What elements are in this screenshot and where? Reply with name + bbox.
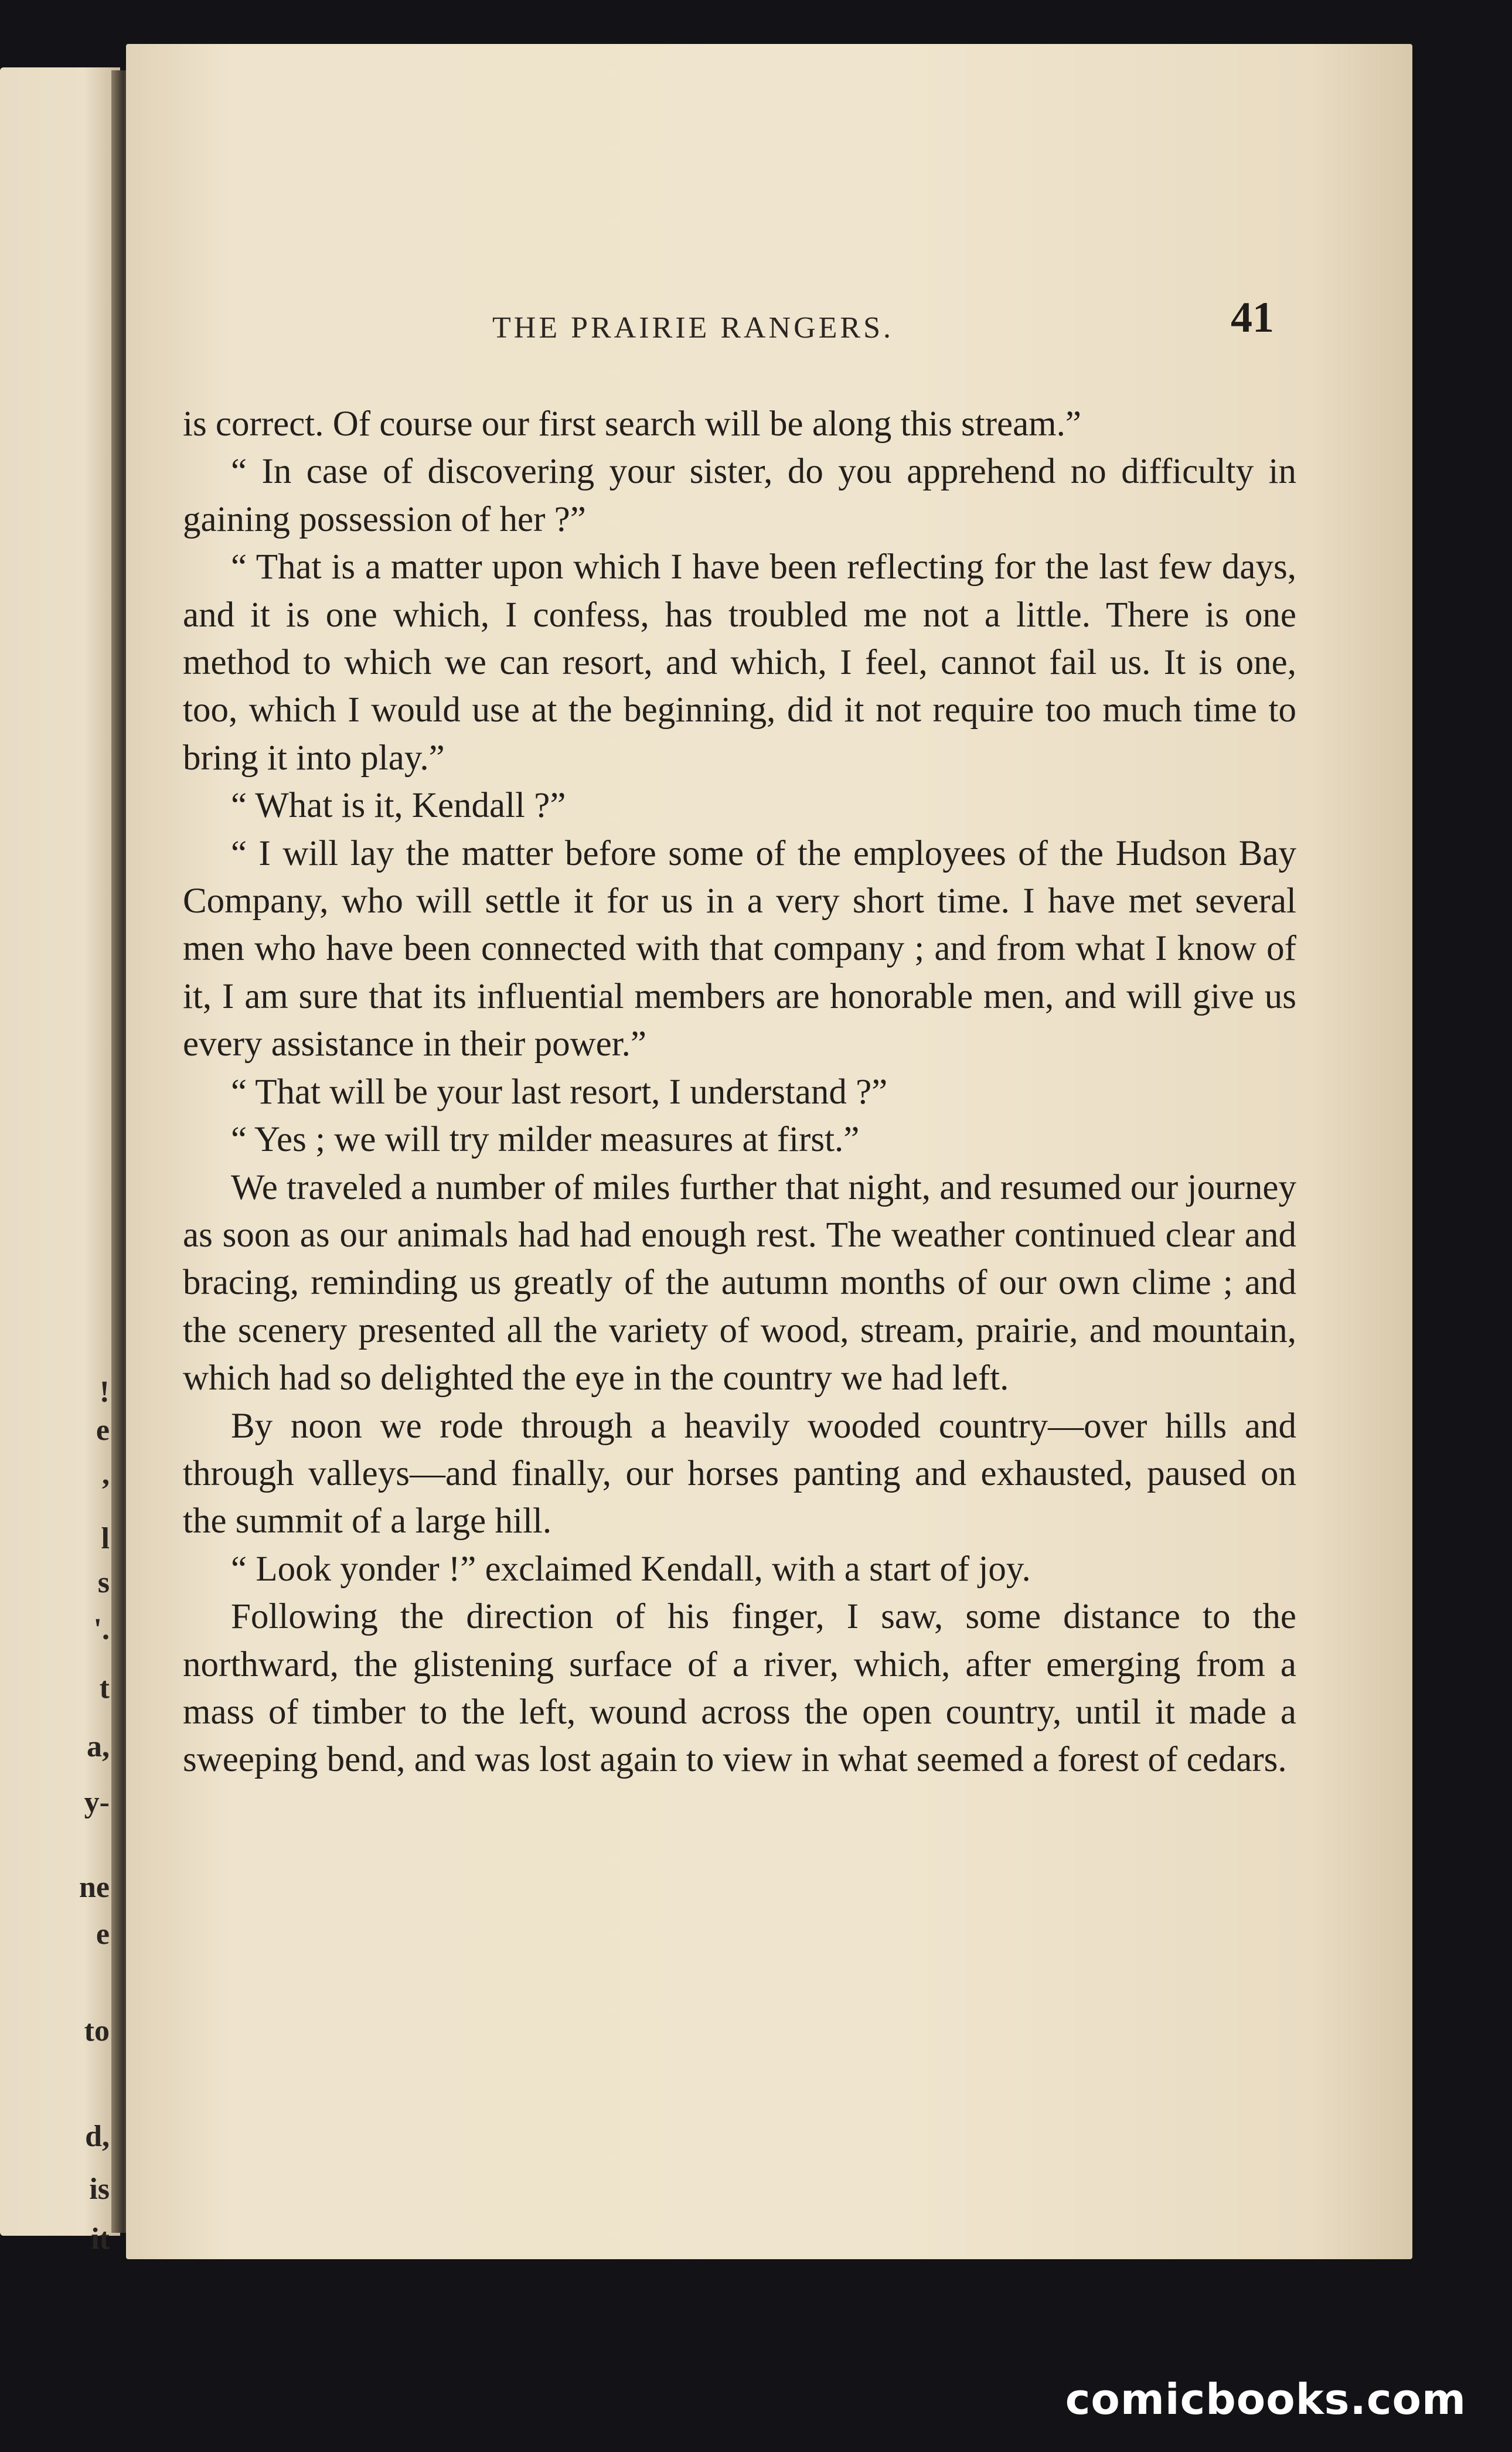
book-page <box>126 44 1412 2259</box>
paragraph: Following the direction of his finger, I saw, some distance to the northward, the glistening surface of a river, which, after emerging from a mass of timber to the left, wound across the open country, until it made a sweeping bend, and was lost again to view in what seemed a forest of cedars. <box>183 1597 1296 1780</box>
running-title: THE PRAIRIE RANGERS. <box>492 311 894 345</box>
facing-page-edge <box>0 67 120 2256</box>
facing-page-fragment: , <box>102 1457 110 1491</box>
paragraph: “ I will lay the matter before some of the employees of the Hudson Bay Company, who will settle it for us in a very short time. I have met several men who have been connected with that company ; and from what I know of it, I am sure that its influential members are honorable men, and will give us every assistance in their power.” <box>183 833 1296 1064</box>
watermark: comicbooks.com <box>1065 2375 1466 2424</box>
facing-page-fragment: l <box>101 1522 110 1555</box>
facing-page-fragment: ne <box>79 1871 110 1904</box>
facing-page-fragment: e <box>96 1918 110 1951</box>
facing-page-fragment: s <box>97 1566 110 1599</box>
facing-page-fragment: is <box>89 2172 110 2206</box>
facing-page-fragment: to <box>84 2014 110 2048</box>
paragraph: By noon we rode through a heavily wooded country—over hills and through valleys—and finally, our horses panting and exhausted, paused on the summit of a large hill. <box>183 1406 1296 1541</box>
page-number: 41 <box>1231 294 1274 342</box>
facing-page-fragment: a, <box>87 1730 110 1763</box>
facing-page-fragment: ! <box>99 1375 110 1409</box>
paragraph: We traveled a number of miles further that night, and resumed our journey as soon as our animals had had enough rest. The weather continued clear and bracing, reminding us greatly of the autumn months of our own clime ; and the scenery presented all the variety of wood, stream, prairie, and mountain, which had so delighted the eye in the country we had left. <box>183 1167 1296 1398</box>
facing-page-fragment: '. <box>93 1613 110 1646</box>
paragraph: “ In case of discovering your sister, do you apprehend no difficulty in gaining possession of her ?” <box>183 452 1296 539</box>
paragraph: “ Yes ; we will try milder measures at first.” <box>231 1120 860 1160</box>
facing-page-fragment: e <box>96 1414 110 1447</box>
page-header <box>126 293 1412 357</box>
paragraph: “ What is it, Kendall ?” <box>231 786 566 826</box>
paragraph: “ Look yonder !” exclaimed Kendall, with a start of joy. <box>231 1549 1031 1589</box>
facing-page-fragment: y- <box>84 1786 110 1819</box>
paragraph: is correct. Of course our first search will be along this stream.” <box>183 404 1081 444</box>
facing-page-fragment: it <box>91 2222 110 2256</box>
paragraph: “ That will be your last resort, I understand ?” <box>231 1072 888 1112</box>
body-text <box>183 400 1296 1784</box>
paragraph: “ That is a matter upon which I have been reflecting for the last few days, and it is one which, I confess, has troubled me not a little. There is one method to which we can resort, and which, I feel, cannot fail us. It is one, too, which I would use at the beginning, did it not require too much time to bring it into play.” <box>183 547 1296 778</box>
facing-page-fragment: t <box>99 1671 110 1705</box>
facing-page-fragment: d, <box>85 2120 110 2153</box>
